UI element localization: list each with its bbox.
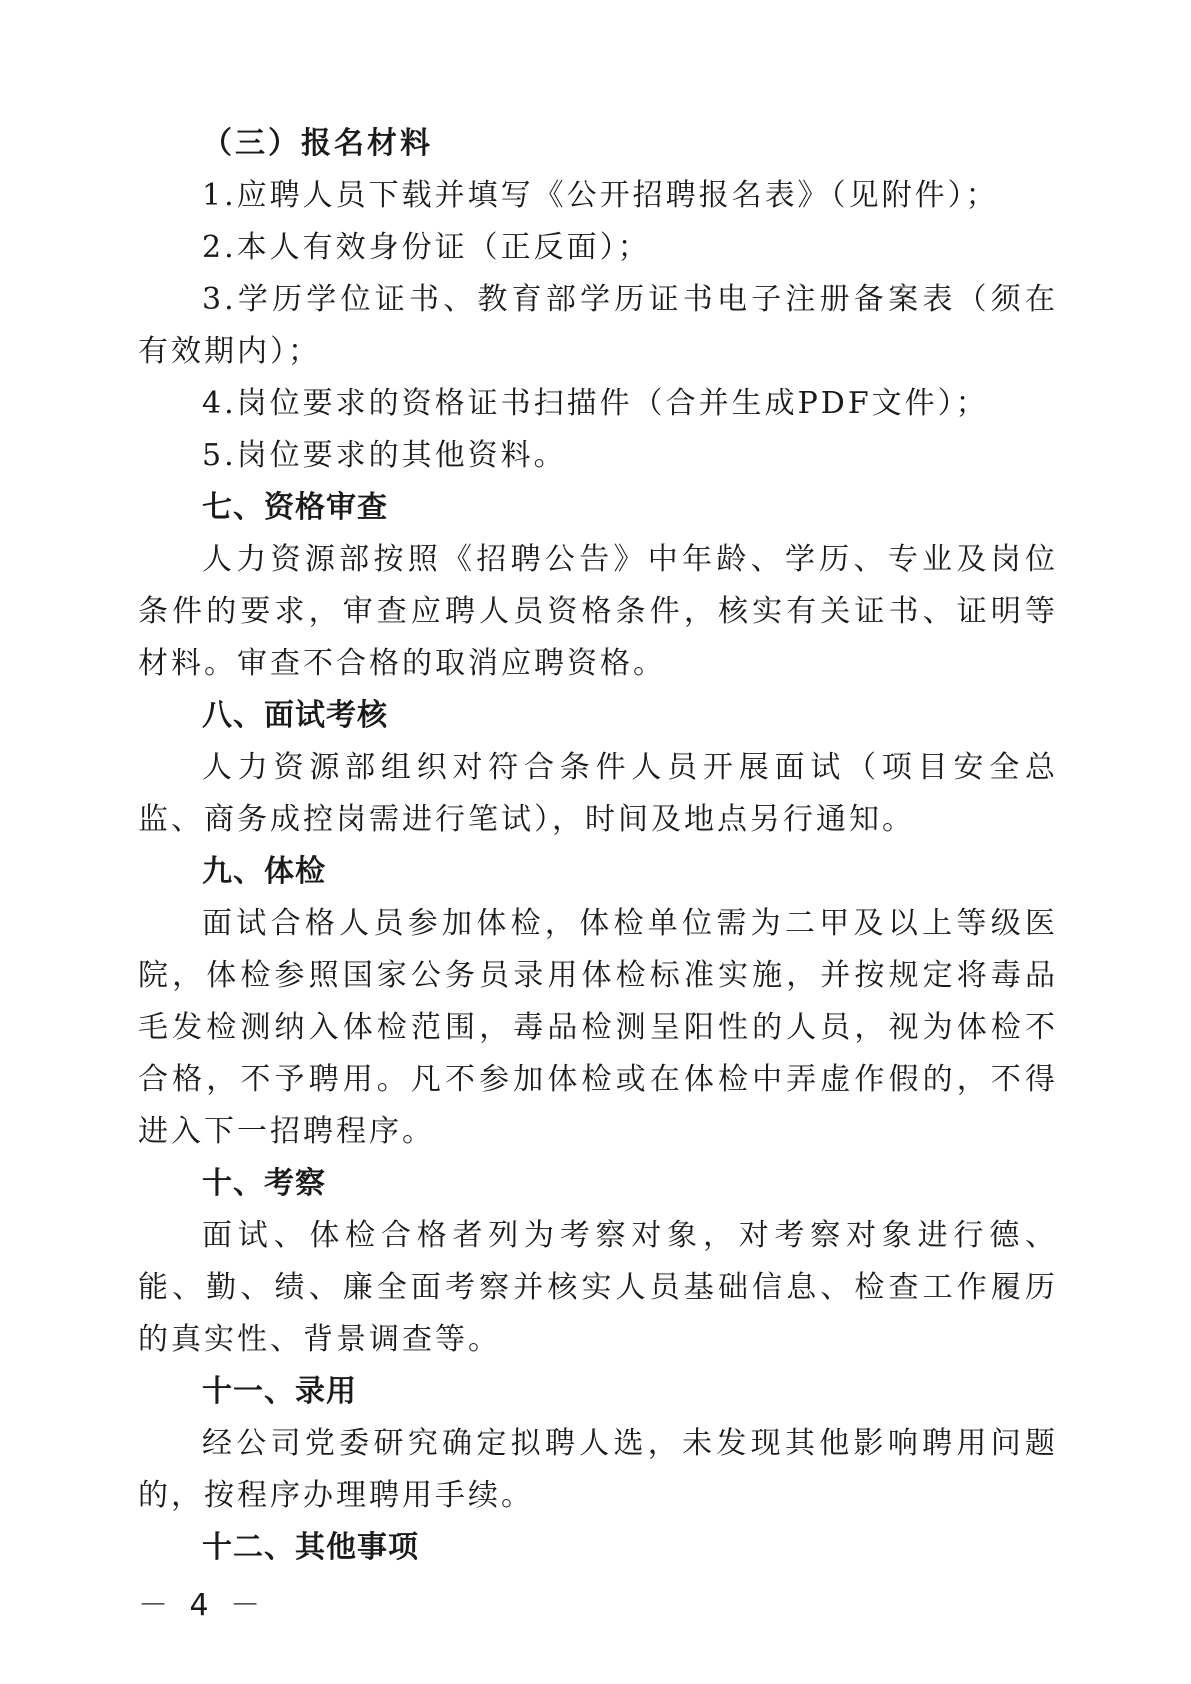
paragraph-item-4: 4.岗位要求的资格证书扫描件（合并生成PDF文件）； [202, 386, 989, 421]
paragraph-item-1: 1.应聘人员下载并填写《公开招聘报名表》（见附件）； [202, 178, 999, 213]
paragraph-qualification-review: 人力资源部按照《招聘公告》中年龄、学历、专业及岗位条件的要求，审查应聘人员资格条件，核实有关证书、证明等材料。审查不合格的取消应聘资格。 [138, 542, 1058, 681]
paragraph-item-5: 5.岗位要求的其他资料。 [202, 438, 567, 473]
paragraph-item-2: 2.本人有效身份证（正反面）； [202, 230, 651, 265]
paragraph-inspection: 面试、体检合格者列为考察对象，对考察对象进行德、能、勤、绩、廉全面考察并核实人员基础信息、检查工作履历的真实性、背景调查等。 [138, 1218, 1058, 1357]
section-subheading-registration-materials: （三）报名材料 [202, 126, 433, 161]
section-heading-qualification-review: 七、资格审查 [202, 490, 388, 525]
document-body [138, 118, 1058, 1574]
paragraph-employment: 经公司党委研究确定拟聘人选，未发现其他影响聘用问题的，按程序办理聘用手续。 [138, 1426, 1058, 1513]
section-heading-employment: 十一、录用 [202, 1374, 357, 1409]
paragraph-interview: 人力资源部组织对符合条件人员开展面试（项目安全总监、商务成控岗需进行笔试），时间及地点另行通知。 [138, 750, 1058, 837]
page-number: － 4 － [138, 1588, 267, 1623]
section-heading-interview: 八、面试考核 [202, 698, 388, 733]
section-heading-other-matters: 十二、其他事项 [202, 1530, 419, 1565]
paragraph-item-3: 3.学历学位证书、教育部学历证书电子注册备案表（须在有效期内）； [138, 282, 1058, 369]
section-heading-inspection: 十、考察 [202, 1166, 326, 1201]
section-heading-medical-exam: 九、体检 [202, 854, 326, 889]
paragraph-medical-exam: 面试合格人员参加体检，体检单位需为二甲及以上等级医院，体检参照国家公务员录用体检标准实施，并按规定将毒品毛发检测纳入体检范围，毒品检测呈阳性的人员，视为体检不合格，不予聘用。凡不参加体检或在体检中弄虚作假的，不得进入下一招聘程序。 [138, 906, 1058, 1149]
